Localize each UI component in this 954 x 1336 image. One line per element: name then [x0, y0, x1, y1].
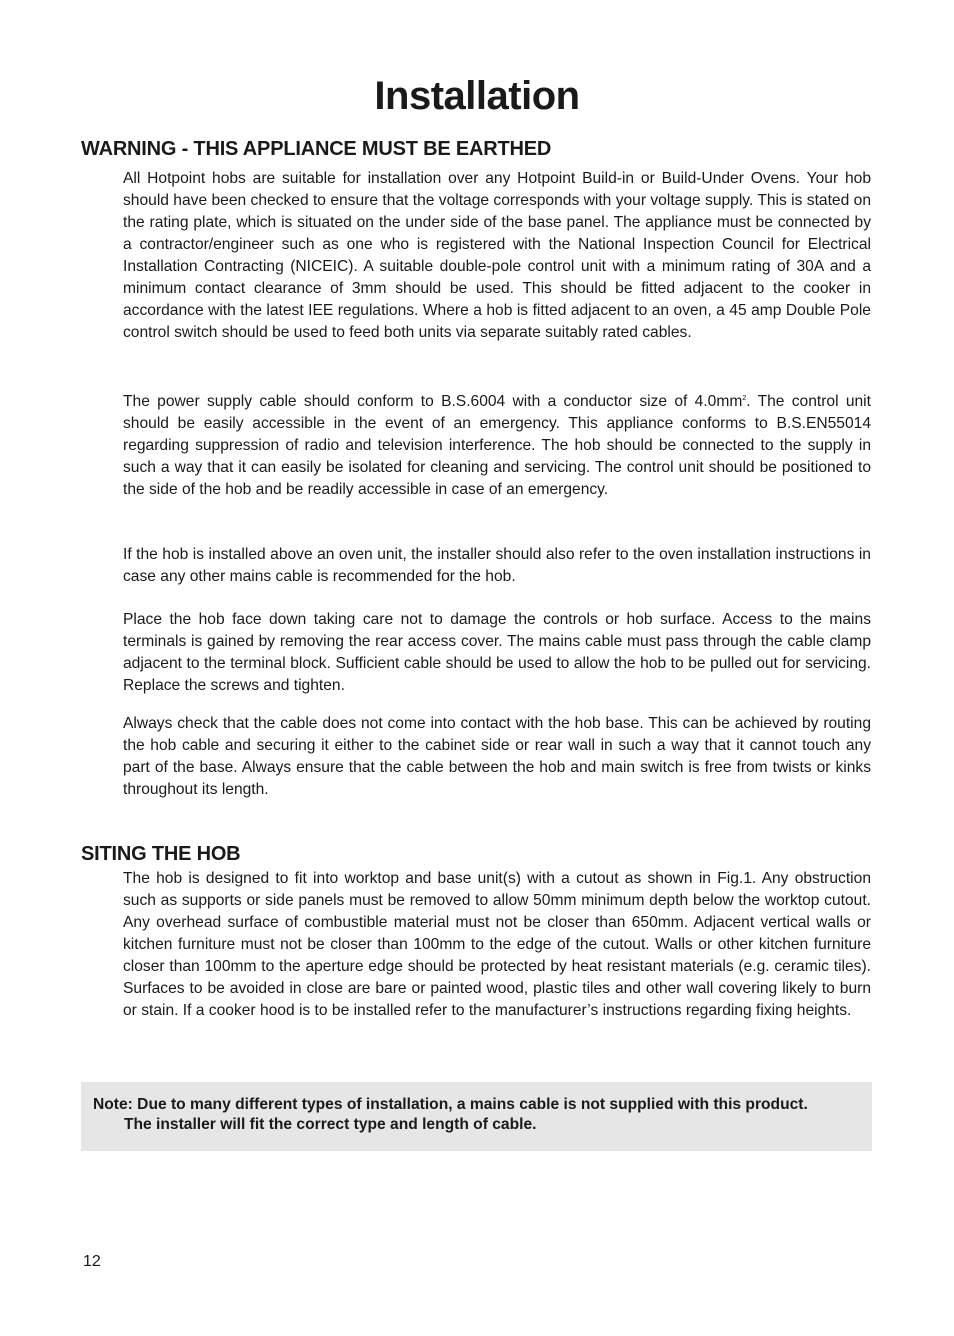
- warning-paragraph-2: [123, 391, 871, 501]
- page-number: 12: [83, 1253, 101, 1270]
- warning-heading: WARNING - THIS APPLIANCE MUST BE EARTHED: [81, 138, 552, 160]
- siting-paragraph: The hob is designed to fit into worktop and base unit(s) with a cutout as shown in Fig.1. Any obstruction such as supports or side panels must be removed to allow 50mm minimum depth below the worktop cutout. Any overhead surface of combustible material must not be closer than 650mm. Adjacent vertical walls or kitchen furniture must not be closer than 100mm to the edge of the cutout. Walls or other kitchen furniture closer than 100mm to the aperture edge should be protected by heat resistant materials (e.g. ceramic tiles). Surfaces to be avoided in close are bare or painted wood, plastic tiles and other wall covering likely to burn or stain. If a cooker hood is to be installed refer to the manufacturer’s instructions regarding fixing heights.: [123, 870, 871, 1019]
- warning-paragraph-4: Place the hob face down taking care not to damage the controls or hob surface. Access to the mains terminals is gained by removing the rear access cover. The mains cable must pass through the cable clamp adjacent to the terminal block. Sufficient cable should be used to allow the hob to be pulled out for servicing. Replace the screws and tighten.: [123, 611, 871, 694]
- p2-text-before: The power supply cable should conform to B.S.6004 with a conductor size of 4.0mm: [123, 393, 743, 410]
- siting-heading: SITING THE HOB: [81, 843, 241, 865]
- p2-text-after: . The control unit should be easily accessible in the event of an emergency. This appliance conforms to B.S.EN55014 regarding suppression of radio and television interference. The hob should be connected to the supply in such a way that it can easily be isolated for cleaning and servicing. The control unit should be positioned to the side of the hob and be readily accessible in case of an emergency.: [123, 393, 871, 498]
- p2-superscript: 2: [742, 394, 747, 402]
- page-title: Installation: [374, 74, 580, 118]
- warning-paragraph-5: Always check that the cable does not come into contact with the hob base. This can be achieved by routing the hob cable and securing it either to the cabinet side or rear wall in such a way that it cannot touch any part of the base. Always ensure that the cable between the hob and main switch is free from twists or kinks throughout its length.: [123, 715, 871, 798]
- note-box: [81, 1082, 872, 1151]
- warning-paragraph-1: All Hotpoint hobs are suitable for installation over any Hotpoint Build-in or Build-Under Ovens. Your hob should have been checked to ensure that the voltage corresponds with your voltage supply. This is stated on the rating plate, which is situated on the under side of the base panel. The appliance must be connected by a contractor/engineer such as one who is registered with the National Inspection Council for Electrical Installation Contracting (NICEIC). A suitable double-pole control unit with a minimum rating of 30A and a minimum contact clearance of 3mm should be used. This should be fitted adjacent to the cooker in accordance with the latest IEE regulations. Where a hob is fitted adjacent to an oven, a 45 amp Double Pole control switch should be used to feed both units via separate suitably rated cables.: [123, 170, 871, 341]
- note-text: Note: Due to many different types of installation, a mains cable is not supplied with this product. The installer will fit the correct type and length of cable.: [93, 1096, 808, 1133]
- warning-paragraph-3: If the hob is installed above an oven unit, the installer should also refer to the oven installation instructions in case any other mains cable is recommended for the hob.: [123, 546, 871, 585]
